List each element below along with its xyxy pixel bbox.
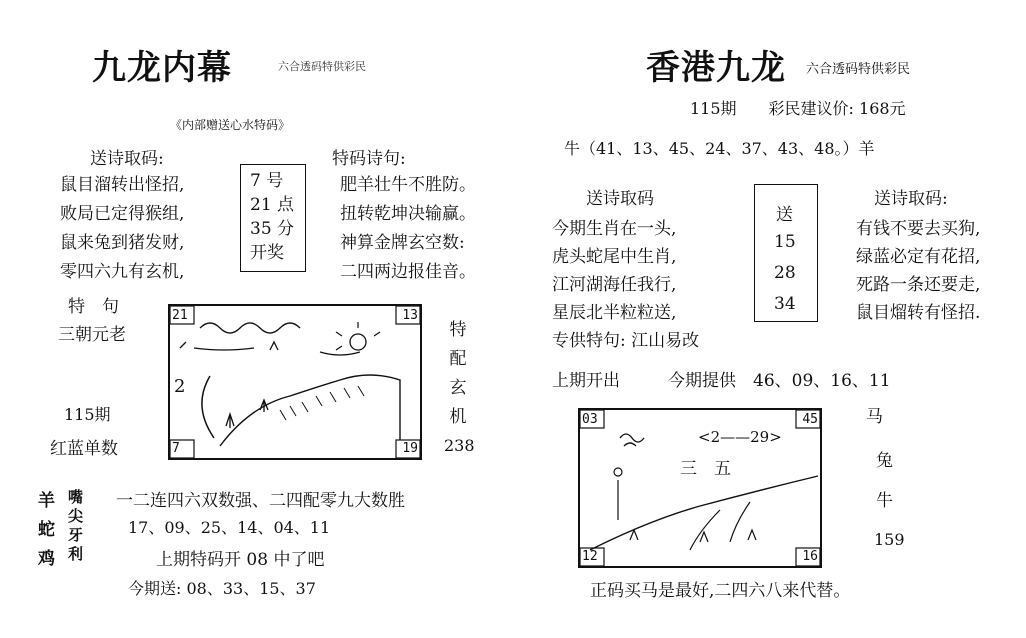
mouth-label-3: 牙 [68,526,84,544]
right-side-horse: 马 [866,407,883,427]
tema-line-4: 二四两边报佳音。 [340,262,476,282]
left-poem-line-4: 零四六九有玄机, [60,262,185,282]
left-poem-line-3: 鼠来兔到猪发财, [60,233,185,253]
right-send-number-2: 28 [774,263,796,283]
right-sketch-drawing [580,410,820,566]
left-subtitle: 六合透码特供彩民 [278,60,366,73]
tema-line-1: 肥羊壮牛不胜防。 [340,175,476,195]
mouth-label-4: 利 [68,545,84,563]
left-gift-line: 《内部赠送心水特码》 [170,118,291,132]
right-niu-line: 牛（41、13、45、24、37、43、48。）羊 [564,139,875,158]
right-send-label: 送 [776,205,793,225]
right-provide-line: 今期提供 46、09、16、11 [668,371,891,391]
draw-time-minute: 35 分 [250,219,295,239]
left-sketch-tr: 13 [402,308,418,323]
mouth-label-2: 尖 [68,507,84,525]
right-sketch [578,408,822,568]
left-sketch [168,304,422,460]
right-title: 香港九龙 [646,48,786,88]
left-number-238: 238 [444,436,475,455]
right-special-line: 专供特句: 江山易改 [552,331,700,351]
right-poem-right-2: 绿蓝必定有花招, [856,247,981,267]
left-bottom-line-4: 今期送: 08、33、15、37 [128,579,316,598]
left-sketch-bl: 7 [172,441,180,456]
right-poem-head-left: 送诗取码 [586,189,654,209]
left-poem-line-1: 鼠目溜转出怪招, [60,175,185,195]
right-side-rabbit: 兔 [876,451,893,471]
special-label: 特 句 [68,297,119,317]
redblue-label: 红蓝单数 [50,439,118,459]
right-sketch-range: <2——29> [698,428,782,446]
left-sketch-drawing [170,306,420,458]
right-last-issue: 上期开出 [552,371,620,391]
animal-rooster: 鸡 [38,549,55,569]
right-vertical-1: 特 [449,320,467,340]
right-poem-head-right: 送诗取码: [874,189,948,209]
right-sketch-tl: 03 [582,412,598,427]
right-sketch-mid: 三 五 [680,459,731,479]
special-value: 三朝元老 [58,325,126,345]
animal-sheep: 羊 [38,491,55,511]
right-vertical-4: 机 [449,407,467,427]
animal-snake: 蛇 [38,520,55,540]
right-sketch-bl: 12 [582,549,598,564]
right-send-number-1: 15 [774,232,796,252]
tema-head: 特码诗句: [332,149,406,169]
right-side-ox: 牛 [876,491,893,511]
right-vertical-3: 玄 [449,378,467,398]
draw-time-label: 开奖 [250,243,284,263]
left-bottom-line-1: 一二连四六双数强、二四配零九大数胜 [116,491,405,511]
right-poem-left-4: 星辰北半粒粒送, [552,303,677,323]
right-vertical-2: 配 [449,349,467,369]
right-poem-right-3: 死路一条还要走, [856,275,981,295]
right-poem-right-4: 鼠目熘转有怪招. [856,303,981,323]
draw-time-point: 21 点 [250,195,295,215]
right-poem-left-1: 今期生肖在一头, [552,219,677,239]
left-title: 九龙内幕 [92,48,232,88]
left-poem-line-2: 败局已定得猴组, [60,204,185,224]
mouth-label-1: 嘴 [68,488,84,506]
right-poem-left-2: 虎头蛇尾中生肖, [552,247,677,267]
tema-line-2: 扭转乾坤决输赢。 [340,204,476,224]
tema-line-3: 神算金牌玄空数: [340,233,465,253]
left-sketch-br: 19 [402,441,418,456]
right-sketch-br: 16 [802,549,818,564]
right-poem-right-1: 有钱不要去买狗, [856,219,981,239]
left-bottom-line-3: 上期特码开 08 中了吧 [156,550,325,570]
left-sketch-note: 2 [174,376,186,397]
right-bottom-line: 正码买马是最好,二四六八来代替。 [590,581,851,601]
right-poem-left-3: 江河湖海任我行, [552,275,677,295]
draw-time-hour: 7 号 [250,171,284,191]
right-sketch-tr: 45 [802,412,818,427]
right-price-line: 115期 彩民建议价: 168元 [690,99,906,118]
left-issue: 115期 [64,405,111,424]
right-send-number-3: 34 [774,294,796,314]
left-sketch-tl: 21 [172,308,188,323]
left-poem-head: 送诗取码: [90,149,164,169]
right-side-number: 159 [874,530,905,549]
left-bottom-line-2: 17、09、25、14、04、11 [128,518,331,537]
right-subtitle: 六合透码特供彩民 [806,62,911,77]
